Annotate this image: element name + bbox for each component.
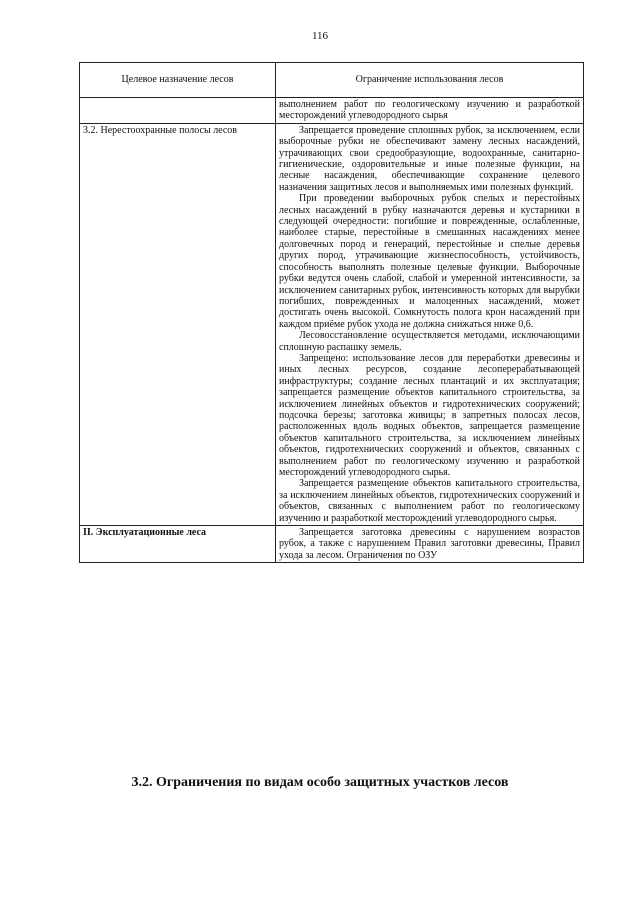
- restriction-paragraph: Запрещается заготовка древесины с нарушением возрастов рубок, а также с нарушением Правил заготовки древесины, Правил ухода за лесом. Ограничения по ОЗУ: [279, 527, 580, 561]
- table-row: [80, 526, 584, 563]
- page-number: 116: [311, 30, 329, 42]
- table-header-row: [80, 63, 584, 98]
- restriction-paragraph: При проведении выборочных рубок спелых и перестойных лесных насаждений в рубку назначаются деревья и кустарники в следующей очередности: погибшие и поврежденные, ослабленные, наиболее старые, перестойные в смешанных насаждениях менее долговечных пород и генераций, перестойные и спелые деревья других пород, утрачивающие жизнеспособность, устойчивость, способность выполнять полезные целевые функции. Выборочные рубки ведутся очень слабой, слабой и умеренной интенсивности, за исключением санитарных рубок, интенсивность которых для вырубки погибших, поврежденных и малоценных насаждений, может достигать очень высокой. Сомкнутость полога крон насаждений при каждом приёме рубок ухода не должна снижаться ниже 0,6.: [279, 193, 580, 330]
- restriction-cell: [276, 526, 584, 563]
- table-row: [80, 123, 584, 525]
- header-use-restriction: Ограничение использования лесов: [276, 63, 584, 98]
- restriction-cell: [276, 98, 584, 124]
- restriction-paragraph: выполнением работ по геологическому изучению и разработкой месторождений углеводородного сырья: [279, 99, 580, 122]
- purpose-cell: II. Эксплуатационные леса: [80, 526, 276, 563]
- table-row: [80, 98, 584, 124]
- purpose-cell: 3.2. Нерестоохранные полосы лесов: [80, 123, 276, 525]
- section-heading: 3.2. Ограничения по видам особо защитных участков лесов: [131, 775, 509, 790]
- restriction-paragraph: Запрещается размещение объектов капитального строительства, за исключением линейных объектов, гидротехнических сооружений и объектов, связанных с выполнением работ по геологическому изучению и разработкой месторождений углеводородного сырья.: [279, 478, 580, 524]
- restriction-paragraph: Запрещено: использование лесов для переработки древесины и иных лесных ресурсов, создание лесоперерабатывающей инфраструктуры; создание лесных плантаций и их эксплуатация; запрещается размещение объектов капитального строительства, за исключением линейных объектов и гидротехнических сооружений; подсочка березы; заготовка живицы; в запретных полосах лесов, расположенных вдоль водных объектов, запрещается размещение объектов капитального строительства, за исключением линейных объектов, гидротехнических сооружений и объектов, связанных с выполнением работ по геологическому изучению и разработкой месторождений углеводородного сырья.: [279, 352, 580, 478]
- forest-restrictions-table: [79, 62, 584, 563]
- restriction-paragraph: Запрещается проведение сплошных рубок, за исключением, если выборочные рубки не обеспечивают замену лесных насаждений, утрачивающих свои средообразующие, водоохранные, санитарно-гигиенические, оздоровительные и иные полезные функции, на лесные насаждения, обеспечивающие сохранение целевого назначения защитных лесов и выполняемых ими полезных функций.: [279, 124, 580, 193]
- purpose-cell: [80, 98, 276, 124]
- header-forest-purpose: Целевое назначение лесов: [80, 63, 276, 98]
- restriction-cell: [276, 123, 584, 525]
- restriction-paragraph: Лесовосстановление осуществляется методами, исключающими сплошную распашку земель.: [279, 330, 580, 353]
